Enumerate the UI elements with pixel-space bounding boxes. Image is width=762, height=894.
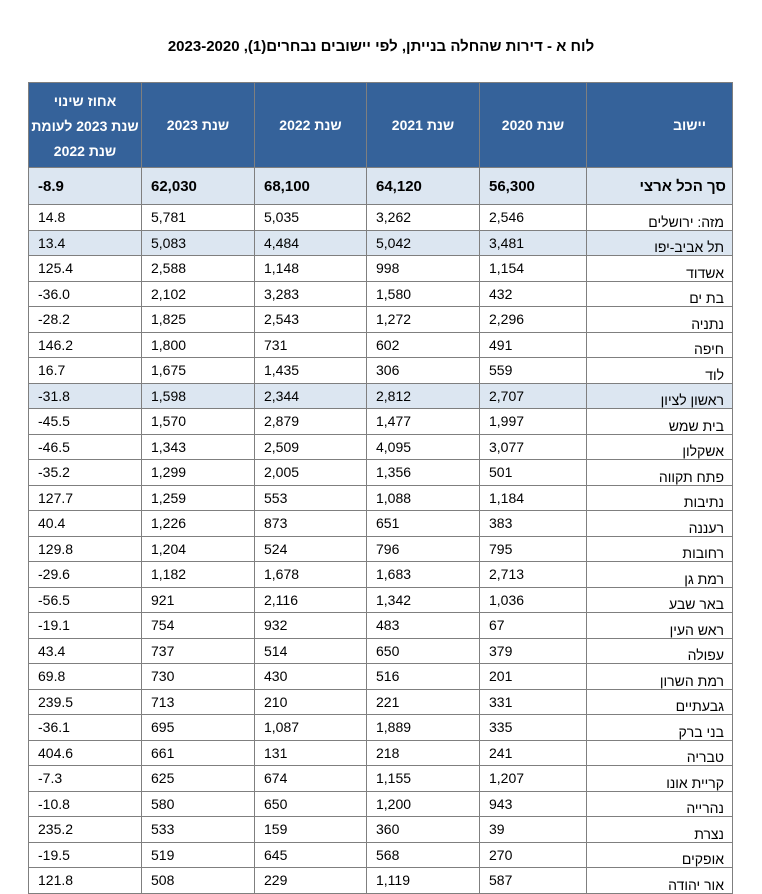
row-value-2020: 1,207 bbox=[480, 766, 587, 792]
row-value-2021: 1,683 bbox=[367, 562, 480, 588]
row-town: בני ברק bbox=[587, 715, 733, 741]
row-value-2020: 2,713 bbox=[480, 562, 587, 588]
row-value-2021: 218 bbox=[367, 740, 480, 766]
col-header-2023: שנת 2023 bbox=[142, 83, 255, 168]
row-value-2023: 1,204 bbox=[142, 536, 255, 562]
row-change: 43.4 bbox=[29, 638, 142, 664]
row-change: -31.8 bbox=[29, 383, 142, 409]
total-town: סך הכל ארצי bbox=[587, 168, 733, 205]
row-value-2022: 2,344 bbox=[255, 383, 367, 409]
table-row bbox=[29, 230, 733, 256]
row-value-2023: 1,182 bbox=[142, 562, 255, 588]
table-row bbox=[29, 434, 733, 460]
row-value-2022: 932 bbox=[255, 613, 367, 639]
row-value-2023: 754 bbox=[142, 613, 255, 639]
row-value-2020: 379 bbox=[480, 638, 587, 664]
row-town: גבעתיים bbox=[587, 689, 733, 715]
row-town: תל אביב-יפו bbox=[587, 230, 733, 256]
row-town: פתח תקווה bbox=[587, 460, 733, 486]
row-value-2022: 731 bbox=[255, 332, 367, 358]
row-value-2020: 491 bbox=[480, 332, 587, 358]
row-value-2021: 998 bbox=[367, 256, 480, 282]
table-row bbox=[29, 638, 733, 664]
row-value-2020: 943 bbox=[480, 791, 587, 817]
row-town: נהרייה bbox=[587, 791, 733, 817]
row-value-2022: 514 bbox=[255, 638, 367, 664]
row-value-2020: 270 bbox=[480, 842, 587, 868]
row-town: נצרת bbox=[587, 817, 733, 843]
row-value-2022: 159 bbox=[255, 817, 367, 843]
row-value-2023: 1,598 bbox=[142, 383, 255, 409]
row-value-2022: 873 bbox=[255, 511, 367, 537]
row-value-2023: 580 bbox=[142, 791, 255, 817]
table-row bbox=[29, 536, 733, 562]
row-town: אשדוד bbox=[587, 256, 733, 282]
row-value-2023: 1,259 bbox=[142, 485, 255, 511]
row-change: 13.4 bbox=[29, 230, 142, 256]
row-value-2023: 737 bbox=[142, 638, 255, 664]
row-value-2020: 331 bbox=[480, 689, 587, 715]
row-change: -19.1 bbox=[29, 613, 142, 639]
table-row bbox=[29, 358, 733, 384]
row-change: -56.5 bbox=[29, 587, 142, 613]
table-row bbox=[29, 613, 733, 639]
row-value-2021: 1,580 bbox=[367, 281, 480, 307]
row-town: לוד bbox=[587, 358, 733, 384]
col-header-2021: שנת 2021 bbox=[367, 83, 480, 168]
row-town: חיפה bbox=[587, 332, 733, 358]
row-value-2022: 2,005 bbox=[255, 460, 367, 486]
row-value-2022: 131 bbox=[255, 740, 367, 766]
row-town: נתניה bbox=[587, 307, 733, 333]
row-town: בית שמש bbox=[587, 409, 733, 435]
row-town: רמת גן bbox=[587, 562, 733, 588]
row-value-2023: 5,781 bbox=[142, 205, 255, 231]
row-town: אשקלון bbox=[587, 434, 733, 460]
row-change: -10.8 bbox=[29, 791, 142, 817]
row-value-2020: 1,154 bbox=[480, 256, 587, 282]
row-value-2023: 1,343 bbox=[142, 434, 255, 460]
table-row bbox=[29, 587, 733, 613]
row-value-2020: 1,184 bbox=[480, 485, 587, 511]
row-value-2020: 559 bbox=[480, 358, 587, 384]
row-value-2021: 602 bbox=[367, 332, 480, 358]
row-change: 121.8 bbox=[29, 868, 142, 894]
table-row bbox=[29, 383, 733, 409]
row-value-2020: 241 bbox=[480, 740, 587, 766]
row-value-2023: 1,570 bbox=[142, 409, 255, 435]
row-value-2020: 795 bbox=[480, 536, 587, 562]
row-value-2020: 1,997 bbox=[480, 409, 587, 435]
col-header-2022: שנת 2022 bbox=[255, 83, 367, 168]
row-change: -45.5 bbox=[29, 409, 142, 435]
total-2023: 62,030 bbox=[142, 168, 255, 205]
row-value-2022: 229 bbox=[255, 868, 367, 894]
row-change: 129.8 bbox=[29, 536, 142, 562]
row-value-2021: 1,119 bbox=[367, 868, 480, 894]
row-value-2022: 524 bbox=[255, 536, 367, 562]
row-value-2023: 695 bbox=[142, 715, 255, 741]
table-row bbox=[29, 281, 733, 307]
table-row bbox=[29, 485, 733, 511]
row-change: 69.8 bbox=[29, 664, 142, 690]
row-value-2021: 1,200 bbox=[367, 791, 480, 817]
row-value-2022: 1,678 bbox=[255, 562, 367, 588]
row-value-2021: 516 bbox=[367, 664, 480, 690]
row-change: 239.5 bbox=[29, 689, 142, 715]
row-value-2021: 1,088 bbox=[367, 485, 480, 511]
table-row bbox=[29, 817, 733, 843]
total-2021: 64,120 bbox=[367, 168, 480, 205]
row-value-2020: 39 bbox=[480, 817, 587, 843]
data-table bbox=[28, 82, 733, 894]
row-value-2020: 201 bbox=[480, 664, 587, 690]
table-title: לוח א - דירות שהחלה בנייתן, לפי יישובים נבחרים(1), 2023-2020 bbox=[167, 38, 595, 55]
row-town: בת ים bbox=[587, 281, 733, 307]
row-change: -36.1 bbox=[29, 715, 142, 741]
row-value-2022: 553 bbox=[255, 485, 367, 511]
table-row bbox=[29, 664, 733, 690]
row-town: רחובות bbox=[587, 536, 733, 562]
row-value-2020: 335 bbox=[480, 715, 587, 741]
row-change: 16.7 bbox=[29, 358, 142, 384]
row-value-2021: 5,042 bbox=[367, 230, 480, 256]
row-town: קריית אונו bbox=[587, 766, 733, 792]
row-value-2021: 568 bbox=[367, 842, 480, 868]
row-town: באר שבע bbox=[587, 587, 733, 613]
row-value-2022: 2,879 bbox=[255, 409, 367, 435]
row-change: 404.6 bbox=[29, 740, 142, 766]
row-town: טבריה bbox=[587, 740, 733, 766]
total-2022: 68,100 bbox=[255, 168, 367, 205]
row-value-2022: 4,484 bbox=[255, 230, 367, 256]
row-change: -36.0 bbox=[29, 281, 142, 307]
row-value-2023: 625 bbox=[142, 766, 255, 792]
row-town: ראש העין bbox=[587, 613, 733, 639]
row-value-2020: 432 bbox=[480, 281, 587, 307]
col-header-change bbox=[29, 83, 142, 168]
row-change: -28.2 bbox=[29, 307, 142, 333]
row-value-2021: 1,155 bbox=[367, 766, 480, 792]
table-row bbox=[29, 460, 733, 486]
row-value-2023: 921 bbox=[142, 587, 255, 613]
table-row bbox=[29, 511, 733, 537]
table-row bbox=[29, 868, 733, 894]
row-value-2020: 67 bbox=[480, 613, 587, 639]
row-value-2021: 2,812 bbox=[367, 383, 480, 409]
row-value-2021: 1,272 bbox=[367, 307, 480, 333]
row-change: 40.4 bbox=[29, 511, 142, 537]
row-value-2021: 483 bbox=[367, 613, 480, 639]
row-value-2023: 1,825 bbox=[142, 307, 255, 333]
table-row bbox=[29, 332, 733, 358]
header-row bbox=[29, 83, 733, 168]
table-row bbox=[29, 740, 733, 766]
row-town: אופקים bbox=[587, 842, 733, 868]
row-town: אור יהודה bbox=[587, 868, 733, 894]
table-row bbox=[29, 689, 733, 715]
row-change: 125.4 bbox=[29, 256, 142, 282]
table-row bbox=[29, 842, 733, 868]
row-value-2020: 1,036 bbox=[480, 587, 587, 613]
row-value-2020: 2,546 bbox=[480, 205, 587, 231]
row-change: 235.2 bbox=[29, 817, 142, 843]
row-value-2021: 1,342 bbox=[367, 587, 480, 613]
row-town: עפולה bbox=[587, 638, 733, 664]
col-header-change-line1: אחוז שינוי bbox=[53, 92, 117, 109]
row-value-2022: 674 bbox=[255, 766, 367, 792]
row-value-2021: 4,095 bbox=[367, 434, 480, 460]
row-town: רעננה bbox=[587, 511, 733, 537]
row-value-2020: 587 bbox=[480, 868, 587, 894]
row-change: -29.6 bbox=[29, 562, 142, 588]
table-row bbox=[29, 409, 733, 435]
row-value-2023: 5,083 bbox=[142, 230, 255, 256]
total-2020: 56,300 bbox=[480, 168, 587, 205]
col-header-2020: שנת 2020 bbox=[480, 83, 587, 168]
row-change: -19.5 bbox=[29, 842, 142, 868]
row-value-2022: 1,148 bbox=[255, 256, 367, 282]
row-value-2021: 306 bbox=[367, 358, 480, 384]
row-value-2021: 360 bbox=[367, 817, 480, 843]
row-value-2022: 2,509 bbox=[255, 434, 367, 460]
row-value-2022: 210 bbox=[255, 689, 367, 715]
row-change: -35.2 bbox=[29, 460, 142, 486]
table-row bbox=[29, 766, 733, 792]
row-value-2023: 1,226 bbox=[142, 511, 255, 537]
row-value-2022: 1,087 bbox=[255, 715, 367, 741]
row-value-2020: 3,481 bbox=[480, 230, 587, 256]
row-value-2023: 2,102 bbox=[142, 281, 255, 307]
col-header-change-line3: שנת 2022 bbox=[53, 142, 117, 159]
table-row bbox=[29, 791, 733, 817]
row-change: 127.7 bbox=[29, 485, 142, 511]
row-value-2023: 519 bbox=[142, 842, 255, 868]
row-value-2021: 3,262 bbox=[367, 205, 480, 231]
row-value-2022: 3,283 bbox=[255, 281, 367, 307]
row-town: מזה: ירושלים bbox=[587, 205, 733, 231]
row-value-2021: 221 bbox=[367, 689, 480, 715]
table-row bbox=[29, 205, 733, 231]
row-change: 14.8 bbox=[29, 205, 142, 231]
row-value-2022: 650 bbox=[255, 791, 367, 817]
row-value-2021: 1,356 bbox=[367, 460, 480, 486]
row-value-2023: 533 bbox=[142, 817, 255, 843]
row-change: -46.5 bbox=[29, 434, 142, 460]
row-value-2022: 645 bbox=[255, 842, 367, 868]
row-value-2021: 1,889 bbox=[367, 715, 480, 741]
row-value-2020: 501 bbox=[480, 460, 587, 486]
row-value-2023: 730 bbox=[142, 664, 255, 690]
col-header-change-line2: שנת 2023 לעומת bbox=[31, 117, 139, 134]
row-value-2020: 383 bbox=[480, 511, 587, 537]
table-row bbox=[29, 307, 733, 333]
total-change: -8.9 bbox=[29, 168, 142, 205]
col-header-town: יישוב bbox=[587, 83, 733, 168]
row-value-2020: 2,296 bbox=[480, 307, 587, 333]
table-row bbox=[29, 715, 733, 741]
row-value-2022: 5,035 bbox=[255, 205, 367, 231]
row-value-2022: 2,543 bbox=[255, 307, 367, 333]
row-town: נתיבות bbox=[587, 485, 733, 511]
row-value-2021: 1,477 bbox=[367, 409, 480, 435]
row-value-2020: 3,077 bbox=[480, 434, 587, 460]
row-town: ראשון לציון bbox=[587, 383, 733, 409]
table-row bbox=[29, 562, 733, 588]
row-value-2023: 1,800 bbox=[142, 332, 255, 358]
total-row bbox=[29, 168, 733, 205]
row-value-2023: 661 bbox=[142, 740, 255, 766]
row-town: רמת השרון bbox=[587, 664, 733, 690]
row-value-2022: 430 bbox=[255, 664, 367, 690]
row-value-2021: 796 bbox=[367, 536, 480, 562]
row-value-2023: 508 bbox=[142, 868, 255, 894]
row-value-2021: 650 bbox=[367, 638, 480, 664]
row-value-2023: 1,299 bbox=[142, 460, 255, 486]
row-value-2023: 1,675 bbox=[142, 358, 255, 384]
row-value-2021: 651 bbox=[367, 511, 480, 537]
row-change: 146.2 bbox=[29, 332, 142, 358]
row-value-2022: 1,435 bbox=[255, 358, 367, 384]
row-value-2020: 2,707 bbox=[480, 383, 587, 409]
row-change: -7.3 bbox=[29, 766, 142, 792]
row-value-2023: 2,588 bbox=[142, 256, 255, 282]
row-value-2023: 713 bbox=[142, 689, 255, 715]
row-value-2022: 2,116 bbox=[255, 587, 367, 613]
table-row bbox=[29, 256, 733, 282]
